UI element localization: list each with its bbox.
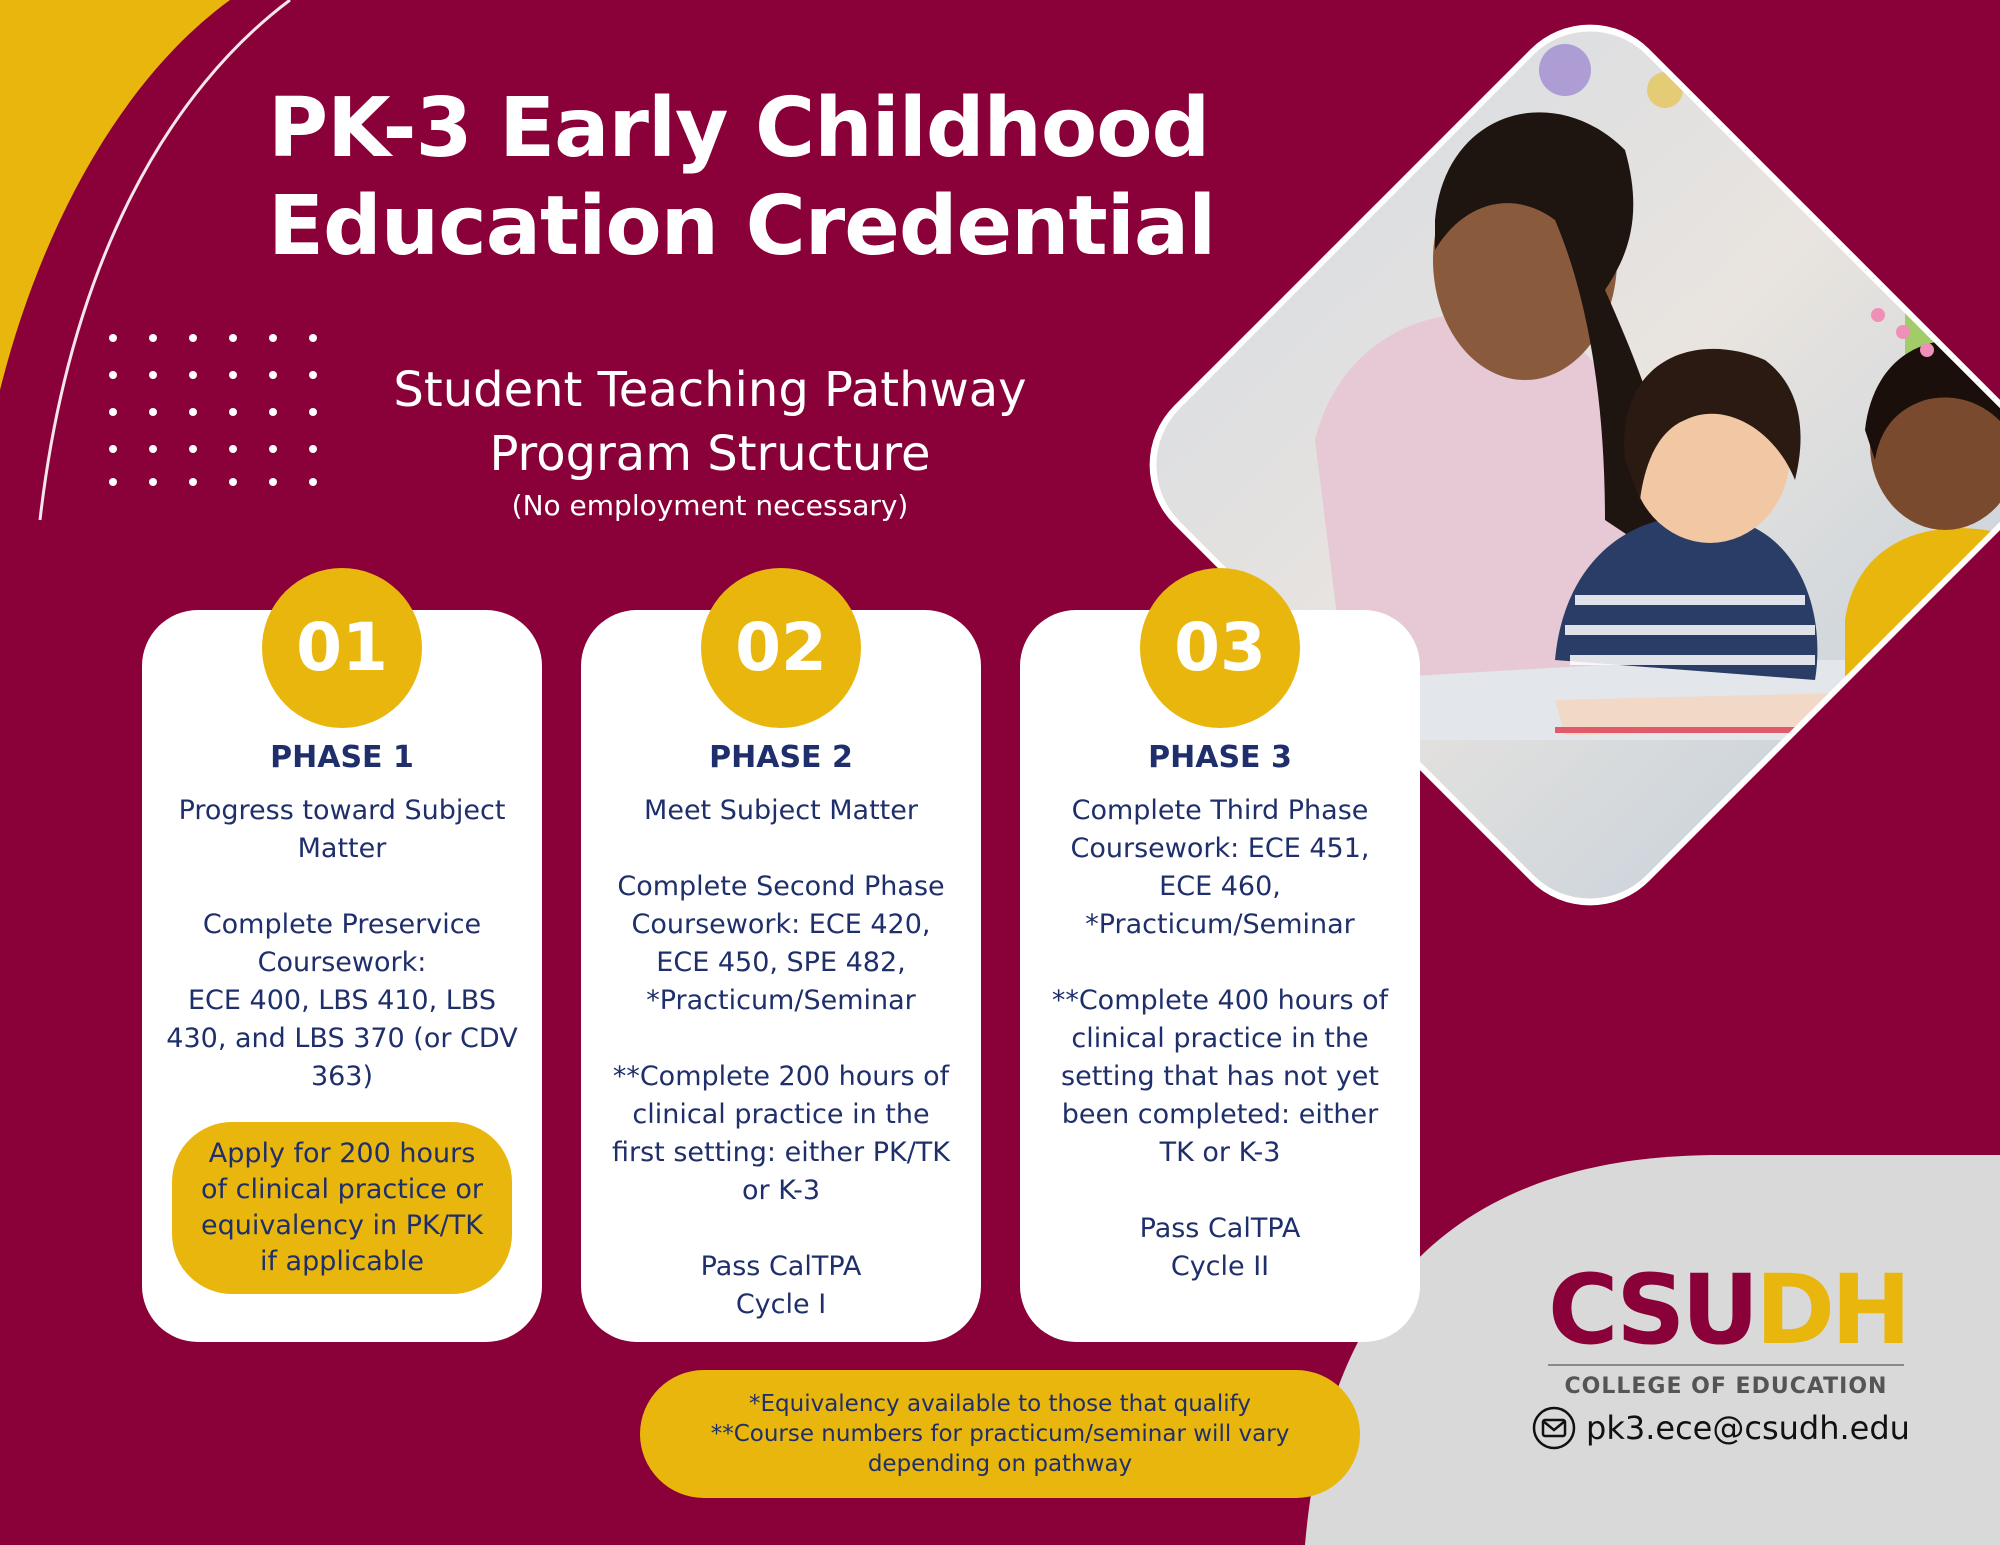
phase-paragraph: Pass CalTPA Cycle I [700,1251,862,1320]
subtitle-note: (No employment necessary) [511,489,909,522]
phase-title: PHASE 1 [270,740,414,775]
mail-icon [1532,1406,1576,1450]
phase-card-2 [581,610,981,1342]
csudh-logo [1548,1254,1908,1399]
logo-part-dh: DH [1755,1254,1908,1366]
logo-wordmark [1548,1254,1908,1366]
phase-paragraph: Progress toward Subject Matter [178,795,506,864]
phase-title: PHASE 3 [1148,740,1292,775]
phase-paragraph: Complete Preservice Coursework: ECE 400, LBS 410, LBS 430, and LBS 370 (or CDV 363) [166,909,518,1092]
subtitle-line-2: Program Structure [489,426,931,482]
decorative-dot-grid [105,330,335,490]
phase-paragraph: **Complete 200 hours of clinical practice in the first setting: either PK/TK or K-3 [611,1061,950,1206]
phase-card-3 [1020,610,1420,1342]
phase-highlight: Apply for 200 hours of clinical practice or equivalency in PK/TK if applicable [172,1122,512,1294]
footnotes [640,1370,1360,1498]
logo-subtitle: COLLEGE OF EDUCATION [1564,1374,1888,1399]
subtitle-line-1: Student Teaching Pathway [393,362,1027,418]
phase-number-badge: 01 [262,568,422,728]
footnote-line: *Equivalency available to those that qualify [748,1391,1251,1417]
phase-body [1044,792,1396,1324]
phase-number-badge: 02 [701,568,861,728]
phase-paragraph: Meet Subject Matter [644,795,918,826]
contact-email[interactable] [1532,1404,1910,1452]
subtitle-block [340,358,1080,526]
phase-paragraph: Pass CalTPA Cycle II [1139,1213,1301,1282]
footnote-line: **Course numbers for practicum/seminar will vary [710,1421,1290,1447]
phase-title: PHASE 2 [709,740,853,775]
phase-body [166,792,518,1134]
footnote-line: depending on pathway [867,1451,1133,1477]
logo-part-csu: CSU [1548,1254,1756,1366]
phase-paragraph: Complete Third Phase Coursework: ECE 451, ECE 460, *Practicum/Seminar [1070,795,1370,940]
email-address[interactable]: pk3.ece@csudh.edu [1586,1409,1910,1447]
phase-paragraph: Complete Second Phase Coursework: ECE 420, ECE 450, SPE 482, *Practicum/Seminar [617,871,945,1016]
title-line-2: Education Credential [268,179,1216,274]
phase-number-badge: 03 [1140,568,1300,728]
phase-paragraph: **Complete 400 hours of clinical practice in the setting that has not yet been completed: either TK or K-3 [1051,985,1389,1168]
title-line-1: PK-3 Early Childhood [268,81,1210,176]
phase-body [605,792,957,1362]
phase-card-1 [142,610,542,1342]
